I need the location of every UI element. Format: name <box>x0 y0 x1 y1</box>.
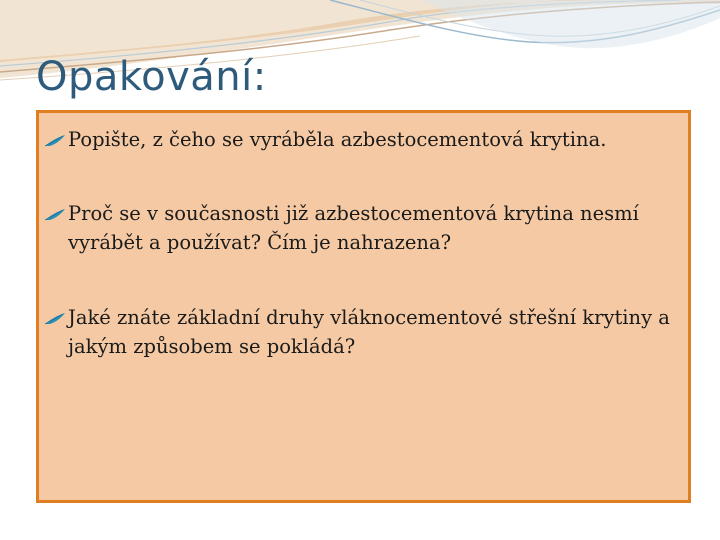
bullet-text: Popište, z čeho se vyráběla azbestocementová krytina. <box>68 128 607 151</box>
bullet-text: Jaké znáte základní druhy vláknocementové střešní krytiny a jakým způsobem se pokládá? <box>68 306 670 358</box>
bullet-item <box>41 303 681 361</box>
bullet-item <box>41 125 681 154</box>
feather-bullet-icon <box>44 312 66 325</box>
bullet-text: Proč se v současnosti již azbestocementová krytina nesmí vyrábět a používat? Čím je nahrazena? <box>68 202 639 254</box>
content-box <box>36 110 691 503</box>
feather-bullet-icon <box>44 134 66 147</box>
feather-bullet-icon <box>44 208 66 221</box>
slide-title: Opakování: <box>36 54 267 100</box>
bullet-item <box>41 199 681 257</box>
